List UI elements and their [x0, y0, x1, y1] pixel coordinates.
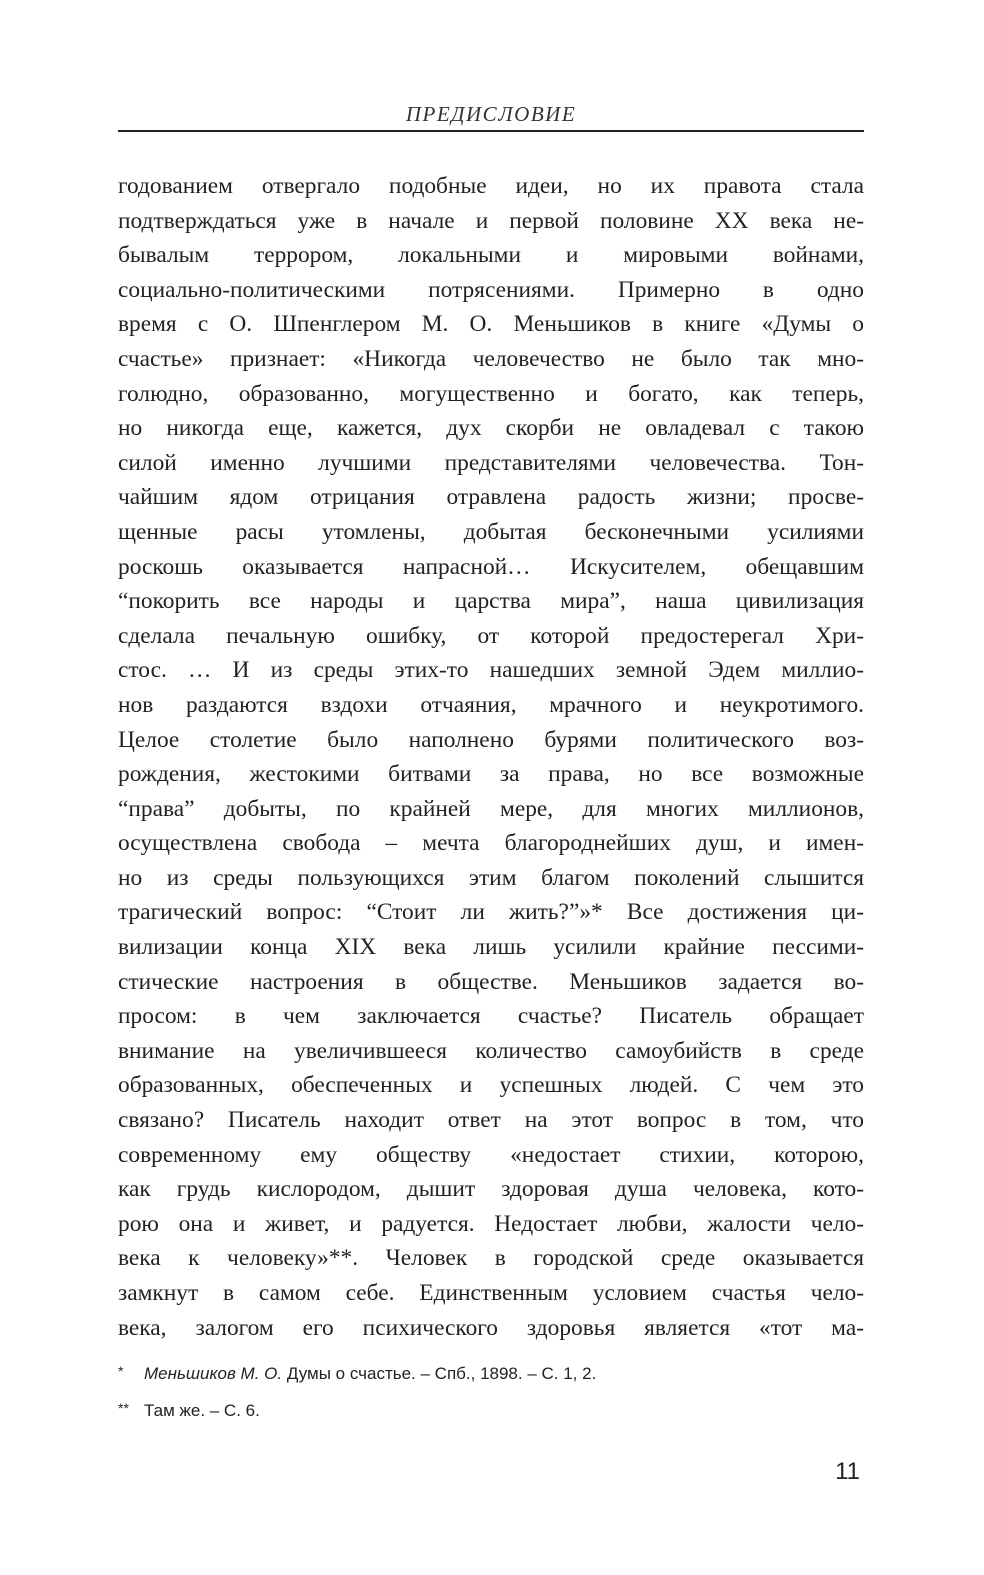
footnotes: [118, 1354, 864, 1428]
footnote-text: Там же. – С. 6.: [144, 1401, 260, 1420]
text-line: “права” добыты, по крайней мере, для многих миллионов,: [118, 795, 864, 822]
text-line: трагический вопрос: “Стоит ли жить?”»* Все достижения ци-: [118, 899, 864, 926]
text-line: связано? Писатель находит ответ на этот вопрос в том, что: [118, 1107, 864, 1134]
text-line: века к человеку»**. Человек в городской среде оказывается: [118, 1245, 864, 1272]
text-line: социально-политическими потрясениями. Примерно в одно: [118, 276, 864, 303]
text-line: бывалым террором, локальными и мировыми войнами,: [118, 242, 864, 269]
footnote-text: Думы о счастье. – Спб., 1898. – С. 1, 2.: [282, 1364, 597, 1383]
footnote-2: [118, 1391, 864, 1428]
text-line: стос. … И из среды этих-то нашедших земной Эдем миллио-: [118, 657, 864, 684]
text-line: стические настроения в обществе. Меньшиков задается во-: [118, 968, 864, 995]
running-header: [118, 100, 864, 132]
text-line: рождения, жестокими битвами за права, но все возможные: [118, 761, 864, 788]
text-line: подтверждаться уже в начале и первой половине XX века не-: [118, 207, 864, 234]
text-line: счастье» признает: «Никогда человечество не было так мно-: [118, 345, 864, 372]
text-line: внимание на увеличившееся количество самоубийств в среде: [118, 1037, 864, 1064]
footnote-mark: **: [118, 1400, 129, 1416]
footnote-mark: *: [118, 1363, 124, 1379]
text-line: Целое столетие было наполнено бурями политического воз-: [118, 726, 864, 753]
text-line: как грудь кислородом, дышит здоровая душа человека, кото-: [118, 1176, 864, 1203]
text-line: века, залогом его психического здоровья является «тот ма-: [118, 1314, 864, 1341]
text-line: щенные расы утомлены, добытая бесконечными усилиями: [118, 518, 864, 545]
main-text: [118, 169, 864, 1345]
page-number: 11: [835, 1458, 860, 1485]
text-line: “покорить все народы и царства мира”, наша цивилизация: [118, 588, 864, 615]
text-line: годованием отвергало подобные идеи, но их правота стала: [118, 173, 864, 199]
text-line: образованных, обеспеченных и успешных людей. С чем это: [118, 1072, 864, 1099]
text-line: вилизации конца XIX века лишь усилили крайние пессими-: [118, 934, 864, 961]
text-line: сделала печальную ошибку, от которой предостерегал Хри-: [118, 622, 864, 649]
text-line: просом: в чем заключается счастье? Писатель обращает: [118, 1003, 864, 1030]
running-header-title: ПРЕДИСЛОВИЕ: [405, 102, 577, 126]
text-line: время с О. Шпенглером М. О. Меньшиков в книге «Думы о: [118, 311, 864, 338]
text-line: современному ему обществу «недостает стихии, которою,: [118, 1141, 864, 1168]
text-line: но из среды пользующихся этим благом поколений слышится: [118, 864, 864, 891]
text-line: силой именно лучшими представителями человечества. Тон-: [118, 449, 864, 476]
text-line: но никогда еще, кажется, дух скорби не овладевал с такою: [118, 415, 864, 442]
text-line: роскошь оказывается напрасной… Искусителем, обещавшим: [118, 553, 864, 580]
text-line: замкнут в самом себе. Единственным условием счастья чело-: [118, 1280, 864, 1306]
text-line: голюдно, образованно, могущественно и богато, как теперь,: [118, 380, 864, 407]
text-line: чайшим ядом отрицания отравлена радость жизни; просве-: [118, 484, 864, 511]
text-line: осуществлена свобода – мечта благороднейших душ, и имен-: [118, 830, 864, 857]
footnote-author: Меньшиков М. О.: [144, 1364, 283, 1383]
text-line: нов раздаются вздохи отчаяния, мрачного и неукротимого.: [118, 691, 864, 718]
text-line: рою она и живет, и радуется. Недостает любви, жалости чело-: [118, 1210, 864, 1237]
footnote-1: [118, 1354, 864, 1391]
